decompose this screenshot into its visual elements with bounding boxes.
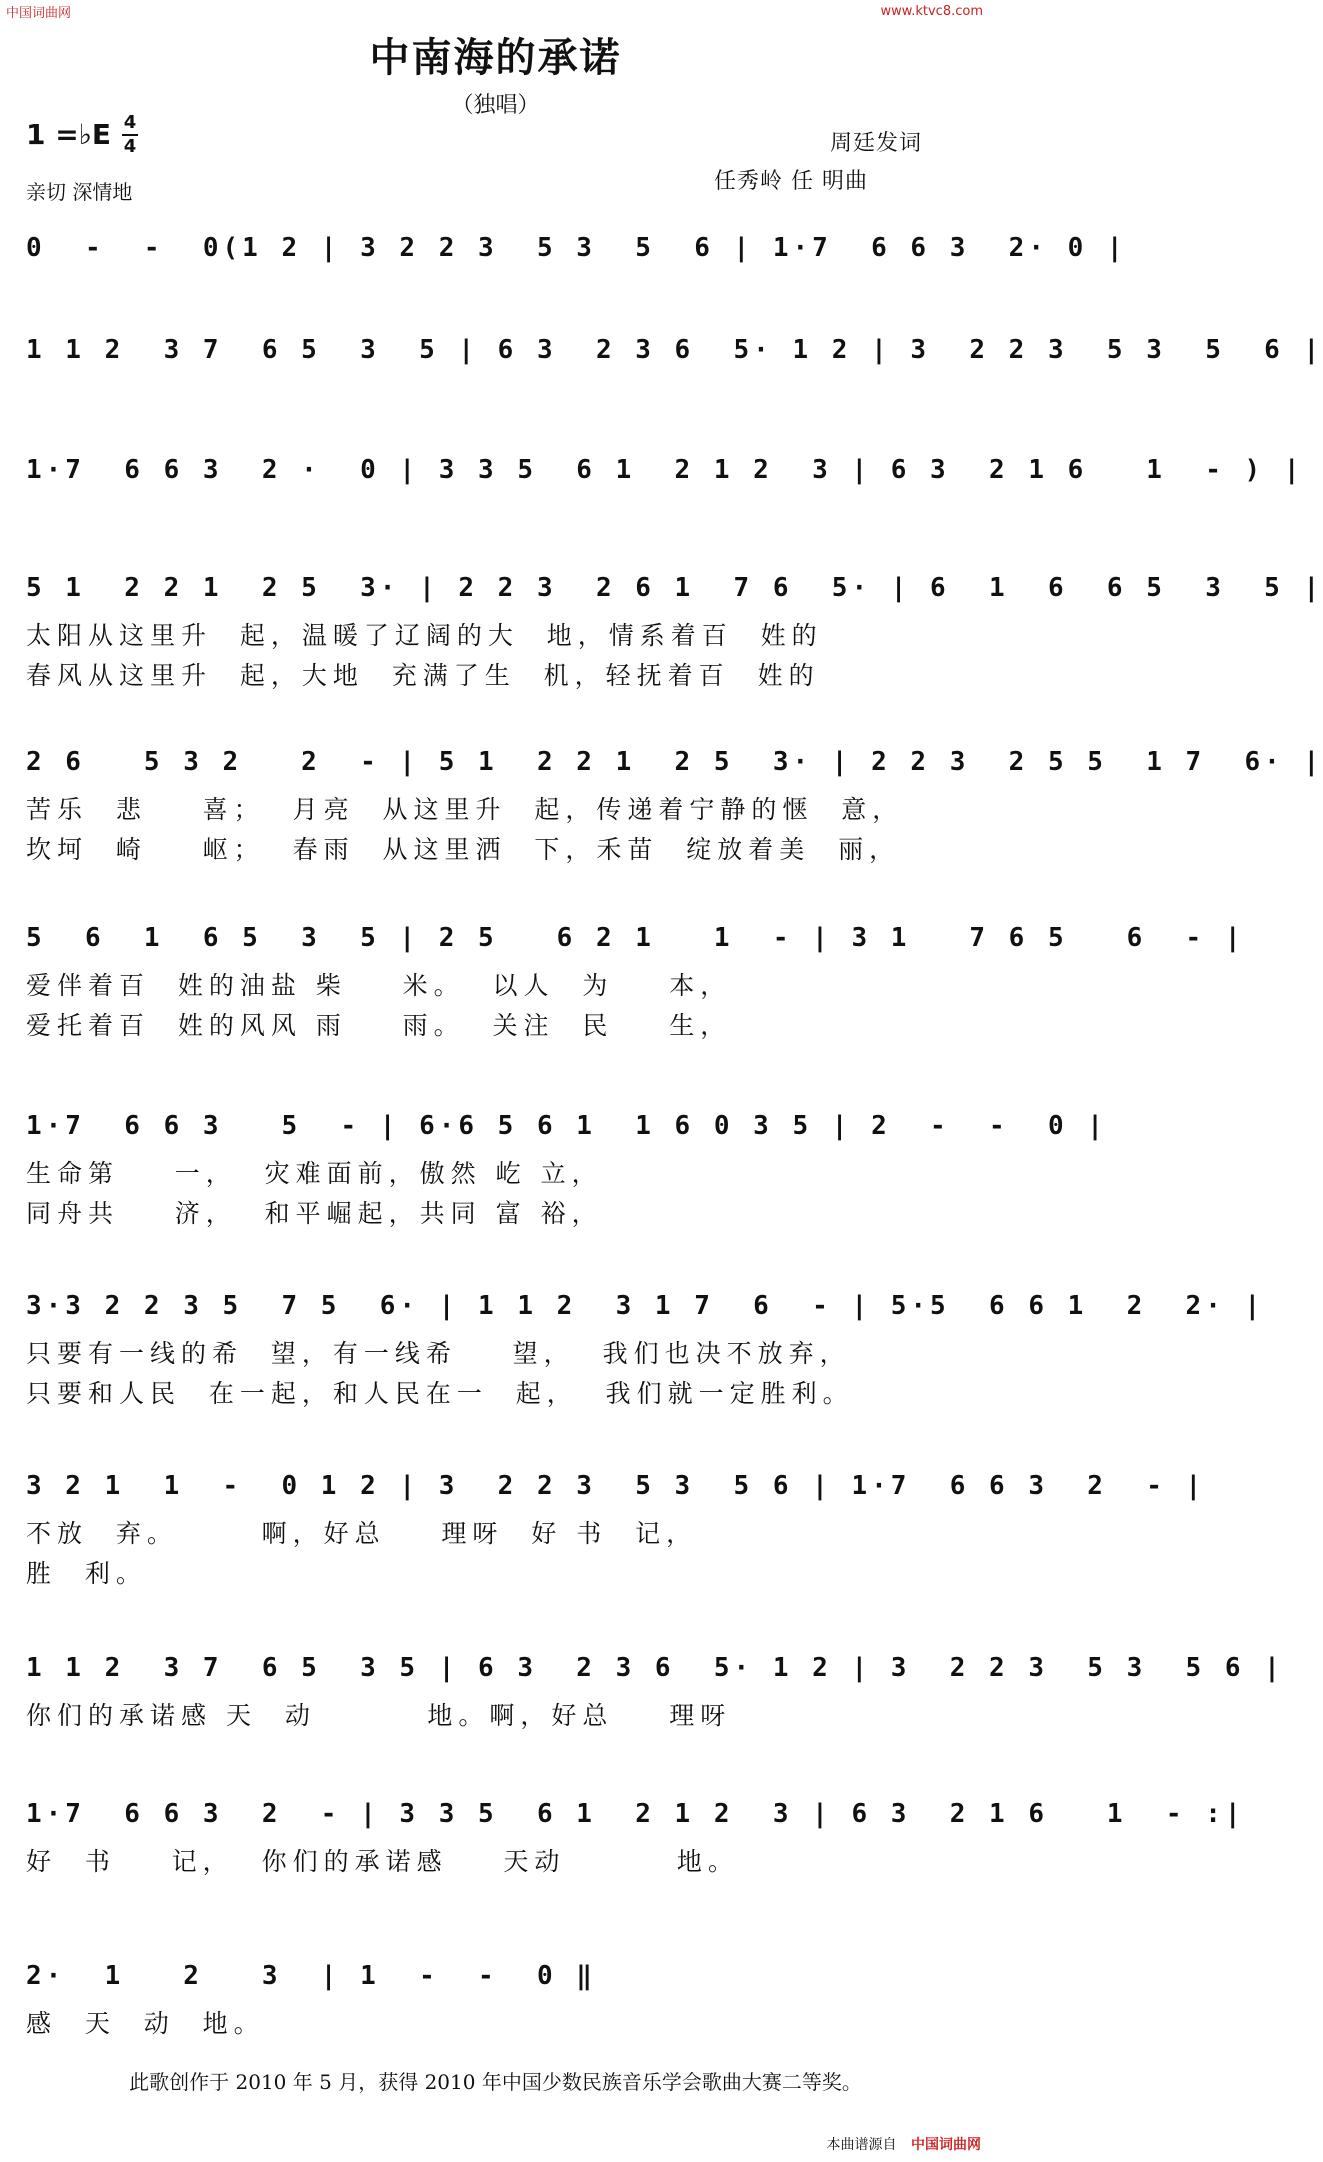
notation-line: 3·3 2 2 3 5 7 5 6· | 1 1 2 3 1 7 6 - | 5·5 6 6 1 2 2· |: [26, 1291, 1265, 1321]
notation-line: 1 1 2 3 7 6 5 3 5 | 6 3 2 3 6 5· 1 2 | 3 2 2 3 5 3 5 6 |: [26, 335, 1323, 365]
notation-line: 1·7 6 6 3 5 - | 6·6 5 6 1 1 6 0 3 5 | 2 - - 0 |: [26, 1111, 1107, 1141]
source-credit: [827, 2134, 981, 2154]
score-system-12: [26, 1948, 966, 2044]
key-signature: 1 =♭E: [26, 118, 112, 151]
notation-line: 0 - - 0(1 2 | 3 2 2 3 5 3 5 6 | 1·7 6 6 3 2· 0 |: [26, 233, 1127, 263]
score-system-10: [26, 1640, 1284, 1736]
score-system-6: [26, 910, 1245, 1046]
notation-line: 2· 1 2 3 | 1 - - 0 ‖: [26, 1961, 596, 1991]
composer-credit: 任秀岭 任 明曲: [714, 169, 868, 194]
notation-line: 5 1 2 2 1 2 5 3· | 2 2 3 2 6 1 7 6 5· | 6 1 6 6 5 3 5 |: [26, 573, 1323, 603]
notation-line: 1·7 6 6 3 2 - | 3 3 5 6 1 2 1 2 3 | 6 3 2 1 6 1 - :|: [26, 1799, 1245, 1829]
score-system-9: [26, 1458, 1206, 1594]
score-system-2: [26, 322, 1323, 378]
lyric-verse-1: 感 天 动 地。: [26, 2009, 265, 2038]
lyric-verse-2: 同舟共 济， 和平崛起，共同 富 裕，: [26, 1199, 603, 1228]
score-system-4: [26, 560, 1323, 696]
footnote: 此歌创作于 2010 年 5 月，获得 2010 年中国少数民族音乐学会歌曲大赛二等奖。: [129, 2070, 862, 2094]
lyric-verse-2: 春风从这里升 起，大地 充满了生 机，轻抚着百 姓的: [26, 661, 820, 690]
time-bottom: 4: [123, 136, 137, 157]
lyric-verse-1: 爱伴着百 姓的油盐 柴 米。 以人 为 本，: [26, 971, 732, 1000]
score-system-7: [26, 1098, 1107, 1234]
tempo-marking: 亲切 深情地: [26, 180, 133, 204]
watermark-left: 中国词曲网: [6, 6, 72, 21]
source-site: 中国词曲网: [911, 2137, 981, 2153]
score-system-3: [26, 442, 1304, 498]
notation-line: 1 1 2 3 7 6 5 3 5 | 6 3 2 3 6 5· 1 2 | 3 2 2 3 5 3 5 6 |: [26, 1653, 1284, 1683]
lyric-verse-2: 只要和人民 在一起，和人民在一 起， 我们就一定胜利。: [26, 1379, 854, 1408]
lyric-verse-1: 你们的承诺感 天 动 地。啊，好总 理呀: [26, 1701, 732, 1730]
notation-line: 5 6 1 6 5 3 5 | 2 5 6 2 1 1 - | 3 1 7 6 5 6 - |: [26, 923, 1245, 953]
time-top: 4: [123, 112, 137, 133]
song-subtitle: （独唱）: [451, 93, 540, 118]
notation-line: 3 2 1 1 - 0 1 2 | 3 2 2 3 5 3 5 6 | 1·7 6 6 3 2 - |: [26, 1471, 1206, 1501]
score-system-8: [26, 1278, 1265, 1414]
lyric-verse-1: 好 书 记， 你们的承诺感 天动 地。: [26, 1847, 739, 1876]
notation-line: 1·7 6 6 3 2 · 0 | 3 3 5 6 1 2 1 2 3 | 6 3 2 1 6 1 - ) |: [26, 455, 1304, 485]
lyric-verse-1: 只要有一线的希 望，有一线希 望， 我们也决不放弃，: [26, 1339, 851, 1368]
song-title: 中南海的承诺: [369, 34, 622, 81]
lyric-verse-2: 坎坷 崎 岖； 春雨 从这里洒 下，禾苗 绽放着美 丽，: [26, 835, 901, 864]
score-system-5: [26, 734, 1323, 870]
lyric-verse-1: 苦乐 悲 喜； 月亮 从这里升 起，传递着宁静的惬 意，: [26, 795, 904, 824]
score-system-11: [26, 1786, 1245, 1882]
lyric-verse-1: 生命第 一， 灾难面前，傲然 屹 立，: [26, 1159, 603, 1188]
watermark-right: www.ktvc8.com: [880, 4, 983, 19]
lyric-verse-1: 太阳从这里升 起，温暖了辽阔的大 地，情系着百 姓的: [26, 621, 823, 650]
lyric-verse-2: 胜 利。: [26, 1559, 147, 1588]
notation-line: 2 6 5 3 2 2 - | 5 1 2 2 1 2 5 3· | 2 2 3 2 5 5 1 7 6· |: [26, 747, 1323, 777]
source-label: 本曲谱源自: [826, 2137, 897, 2153]
score-system-1: [26, 220, 1127, 276]
lyric-verse-2: 爱托着百 姓的风风 雨 雨。 关注 民 生，: [26, 1011, 732, 1040]
lyricist-credit: 周廷发词: [830, 131, 923, 156]
time-signature: [122, 112, 138, 158]
lyric-verse-1: 不放 弃。 啊，好总 理呀 好 书 记，: [26, 1519, 698, 1548]
